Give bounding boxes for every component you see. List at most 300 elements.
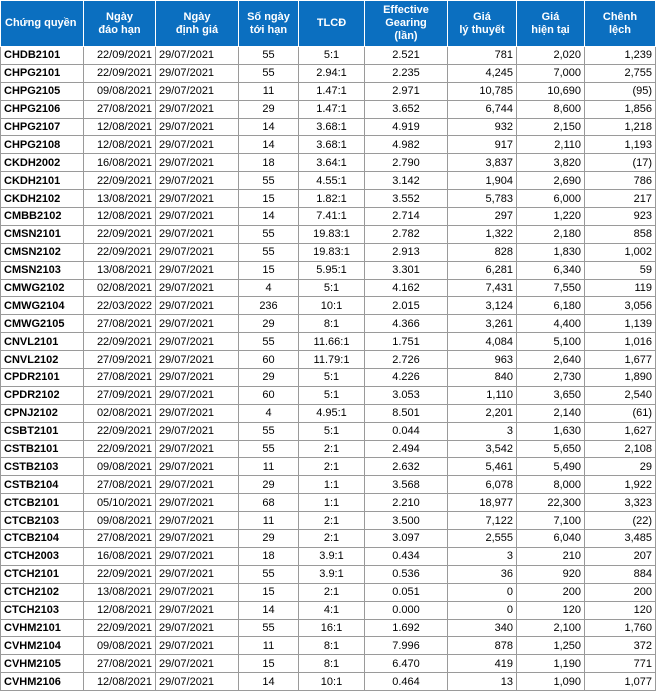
table-row	[1, 369, 656, 387]
table-row	[1, 512, 656, 530]
cell-difference: 858	[585, 225, 656, 243]
cell-ratio: 16:1	[299, 619, 365, 637]
cell-theoretical-price: 5,783	[448, 190, 517, 208]
header-effective-gearing-line: (lần)	[394, 30, 418, 42]
cell-valuation-date: 29/07/2021	[156, 261, 239, 279]
cell-gearing: 2.913	[365, 243, 448, 261]
cell-ratio: 5:1	[299, 47, 365, 65]
cell-ratio: 3.68:1	[299, 118, 365, 136]
cell-current-price: 1,090	[517, 673, 585, 691]
cell-maturity-date: 13/08/2021	[84, 261, 156, 279]
cell-difference: 3,056	[585, 297, 656, 315]
cell-maturity-date: 27/08/2021	[84, 530, 156, 548]
cell-gearing: 0.434	[365, 547, 448, 565]
cell-theoretical-price: 1,904	[448, 172, 517, 190]
cell-valuation-date: 29/07/2021	[156, 440, 239, 458]
cell-ratio: 4.55:1	[299, 172, 365, 190]
cell-warrant-code: CVHM2104	[1, 637, 84, 655]
cell-gearing: 3.142	[365, 172, 448, 190]
cell-difference: 29	[585, 458, 656, 476]
cell-gearing: 2.210	[365, 494, 448, 512]
cell-valuation-date: 29/07/2021	[156, 547, 239, 565]
cell-ratio: 3.68:1	[299, 136, 365, 154]
cell-valuation-date: 29/07/2021	[156, 243, 239, 261]
cell-difference: 786	[585, 172, 656, 190]
cell-maturity-date: 09/08/2021	[84, 512, 156, 530]
table-row	[1, 118, 656, 136]
cell-gearing: 0.051	[365, 583, 448, 601]
cell-maturity-date: 22/09/2021	[84, 619, 156, 637]
table-row	[1, 297, 656, 315]
cell-gearing: 3.552	[365, 190, 448, 208]
cell-days: 14	[239, 118, 299, 136]
cell-valuation-date: 29/07/2021	[156, 82, 239, 100]
cell-gearing: 8.501	[365, 404, 448, 422]
cell-valuation-date: 29/07/2021	[156, 494, 239, 512]
cell-gearing: 7.996	[365, 637, 448, 655]
header-valuation-date-line: định giá	[175, 23, 219, 36]
cell-days: 55	[239, 47, 299, 65]
table-row	[1, 565, 656, 583]
cell-current-price: 6,340	[517, 261, 585, 279]
cell-current-price: 7,000	[517, 64, 585, 82]
header-current-price-line: hiện tại	[531, 23, 570, 36]
cell-theoretical-price: 878	[448, 637, 517, 655]
cell-gearing: 1.751	[365, 333, 448, 351]
cell-warrant-code: CHPG2107	[1, 118, 84, 136]
cell-days: 18	[239, 154, 299, 172]
cell-warrant-code: CMSN2102	[1, 243, 84, 261]
cell-days: 29	[239, 369, 299, 387]
table-header	[1, 1, 656, 47]
header-current-price	[517, 1, 585, 47]
cell-valuation-date: 29/07/2021	[156, 333, 239, 351]
cell-difference: 3,485	[585, 530, 656, 548]
cell-days: 18	[239, 547, 299, 565]
cell-gearing: 4.162	[365, 279, 448, 297]
cell-days: 11	[239, 458, 299, 476]
cell-valuation-date: 29/07/2021	[156, 404, 239, 422]
cell-current-price: 2,020	[517, 47, 585, 65]
header-valuation-date	[156, 1, 239, 47]
table-row	[1, 315, 656, 333]
cell-difference: 217	[585, 190, 656, 208]
cell-warrant-code: CVHM2101	[1, 619, 84, 637]
cell-ratio: 2:1	[299, 512, 365, 530]
cell-difference: 2,755	[585, 64, 656, 82]
cell-gearing: 0.464	[365, 673, 448, 691]
cell-valuation-date: 29/07/2021	[156, 565, 239, 583]
table-row	[1, 673, 656, 691]
cell-maturity-date: 22/09/2021	[84, 565, 156, 583]
cell-ratio: 3.9:1	[299, 547, 365, 565]
cell-maturity-date: 13/08/2021	[84, 190, 156, 208]
cell-gearing: 3.568	[365, 476, 448, 494]
cell-warrant-code: CTCH2103	[1, 601, 84, 619]
cell-days: 14	[239, 673, 299, 691]
cell-warrant-code: CMSN2101	[1, 225, 84, 243]
cell-maturity-date: 12/08/2021	[84, 118, 156, 136]
cell-difference: 1,218	[585, 118, 656, 136]
cell-difference: 207	[585, 547, 656, 565]
cell-difference: 59	[585, 261, 656, 279]
cell-theoretical-price: 18,977	[448, 494, 517, 512]
cell-gearing: 3.652	[365, 100, 448, 118]
cell-difference: 1,139	[585, 315, 656, 333]
cell-ratio: 19.83:1	[299, 243, 365, 261]
cell-theoretical-price: 3	[448, 422, 517, 440]
cell-valuation-date: 29/07/2021	[156, 530, 239, 548]
cell-difference: 1,016	[585, 333, 656, 351]
cell-maturity-date: 05/10/2021	[84, 494, 156, 512]
cell-ratio: 5:1	[299, 422, 365, 440]
cell-valuation-date: 29/07/2021	[156, 458, 239, 476]
cell-days: 60	[239, 351, 299, 369]
table-row	[1, 261, 656, 279]
cell-valuation-date: 29/07/2021	[156, 190, 239, 208]
cell-ratio: 2:1	[299, 440, 365, 458]
cell-gearing: 4.982	[365, 136, 448, 154]
cell-maturity-date: 12/08/2021	[84, 136, 156, 154]
cell-current-price: 5,490	[517, 458, 585, 476]
cell-gearing: 3.053	[365, 386, 448, 404]
header-difference-line: Chênh	[602, 10, 638, 23]
cell-ratio: 1:1	[299, 494, 365, 512]
cell-gearing: 2.971	[365, 82, 448, 100]
table-row	[1, 476, 656, 494]
cell-gearing: 4.919	[365, 118, 448, 136]
header-effective-gearing	[365, 1, 448, 47]
cell-days: 236	[239, 297, 299, 315]
table-row	[1, 243, 656, 261]
cell-warrant-code: CTCB2104	[1, 530, 84, 548]
cell-maturity-date: 16/08/2021	[84, 547, 156, 565]
cell-valuation-date: 29/07/2021	[156, 297, 239, 315]
cell-theoretical-price: 0	[448, 583, 517, 601]
cell-maturity-date: 22/09/2021	[84, 333, 156, 351]
cell-difference: 771	[585, 655, 656, 673]
cell-warrant-code: CKDH2102	[1, 190, 84, 208]
table-row	[1, 136, 656, 154]
cell-gearing: 3.097	[365, 530, 448, 548]
cell-warrant-code: CHPG2108	[1, 136, 84, 154]
cell-difference: (22)	[585, 512, 656, 530]
cell-gearing: 2.714	[365, 208, 448, 226]
cell-gearing: 2.015	[365, 297, 448, 315]
cell-days: 55	[239, 64, 299, 82]
cell-current-price: 6,000	[517, 190, 585, 208]
cell-warrant-code: CHDB2101	[1, 47, 84, 65]
cell-gearing: 3.500	[365, 512, 448, 530]
cell-current-price: 3,650	[517, 386, 585, 404]
table-row	[1, 422, 656, 440]
cell-maturity-date: 22/09/2021	[84, 422, 156, 440]
cell-ratio: 5.95:1	[299, 261, 365, 279]
cell-valuation-date: 29/07/2021	[156, 208, 239, 226]
cell-theoretical-price: 3,542	[448, 440, 517, 458]
cell-current-price: 2,180	[517, 225, 585, 243]
table-row	[1, 100, 656, 118]
cell-days: 11	[239, 637, 299, 655]
cell-maturity-date: 12/08/2021	[84, 601, 156, 619]
cell-days: 55	[239, 243, 299, 261]
table-row	[1, 530, 656, 548]
cell-maturity-date: 22/09/2021	[84, 225, 156, 243]
cell-valuation-date: 29/07/2021	[156, 583, 239, 601]
cell-warrant-code: CPDR2101	[1, 369, 84, 387]
cell-current-price: 10,690	[517, 82, 585, 100]
cell-days: 55	[239, 225, 299, 243]
cell-current-price: 1,630	[517, 422, 585, 440]
cell-warrant-code: CTCB2101	[1, 494, 84, 512]
cell-current-price: 7,550	[517, 279, 585, 297]
cell-gearing: 2.632	[365, 458, 448, 476]
cell-gearing: 0.536	[365, 565, 448, 583]
cell-warrant-code: CMWG2102	[1, 279, 84, 297]
cell-theoretical-price: 1,322	[448, 225, 517, 243]
cell-current-price: 8,600	[517, 100, 585, 118]
cell-theoretical-price: 3,124	[448, 297, 517, 315]
cell-ratio: 2.94:1	[299, 64, 365, 82]
cell-current-price: 8,000	[517, 476, 585, 494]
cell-theoretical-price: 3	[448, 547, 517, 565]
cell-difference: 923	[585, 208, 656, 226]
cell-warrant-code: CMWG2104	[1, 297, 84, 315]
cell-maturity-date: 22/09/2021	[84, 243, 156, 261]
header-maturity-date	[84, 1, 156, 47]
cell-maturity-date: 02/08/2021	[84, 279, 156, 297]
header-days-to-maturity	[239, 1, 299, 47]
header-theoretical-price-line: lý thuyết	[459, 23, 505, 36]
cell-days: 55	[239, 422, 299, 440]
table-row	[1, 351, 656, 369]
table-row	[1, 82, 656, 100]
cell-current-price: 210	[517, 547, 585, 565]
cell-valuation-date: 29/07/2021	[156, 476, 239, 494]
cell-warrant-code: CNVL2102	[1, 351, 84, 369]
header-warrant	[1, 1, 84, 47]
cell-gearing: 2.782	[365, 225, 448, 243]
cell-current-price: 2,150	[517, 118, 585, 136]
cell-theoretical-price: 2,201	[448, 404, 517, 422]
cell-current-price: 1,830	[517, 243, 585, 261]
cell-gearing: 3.301	[365, 261, 448, 279]
cell-valuation-date: 29/07/2021	[156, 655, 239, 673]
cell-theoretical-price: 10,785	[448, 82, 517, 100]
cell-current-price: 1,190	[517, 655, 585, 673]
cell-theoretical-price: 781	[448, 47, 517, 65]
cell-valuation-date: 29/07/2021	[156, 100, 239, 118]
header-difference-line: lệch	[608, 23, 631, 36]
cell-theoretical-price: 419	[448, 655, 517, 673]
cell-difference: 884	[585, 565, 656, 583]
table-row	[1, 279, 656, 297]
cell-maturity-date: 22/09/2021	[84, 47, 156, 65]
cell-maturity-date: 12/08/2021	[84, 208, 156, 226]
cell-warrant-code: CTCH2003	[1, 547, 84, 565]
cell-maturity-date: 02/08/2021	[84, 404, 156, 422]
cell-warrant-code: CMBB2102	[1, 208, 84, 226]
cell-days: 29	[239, 476, 299, 494]
cell-days: 15	[239, 261, 299, 279]
cell-warrant-code: CPDR2102	[1, 386, 84, 404]
cell-current-price: 1,220	[517, 208, 585, 226]
cell-difference: 119	[585, 279, 656, 297]
cell-theoretical-price: 932	[448, 118, 517, 136]
cell-warrant-code: CSTB2104	[1, 476, 84, 494]
cell-valuation-date: 29/07/2021	[156, 118, 239, 136]
cell-maturity-date: 27/08/2021	[84, 476, 156, 494]
header-maturity-date-line: đáo hạn	[98, 23, 141, 36]
cell-warrant-code: CKDH2101	[1, 172, 84, 190]
cell-ratio: 8:1	[299, 637, 365, 655]
cell-difference: 1,922	[585, 476, 656, 494]
cell-current-price: 6,040	[517, 530, 585, 548]
cell-days: 29	[239, 530, 299, 548]
cell-theoretical-price: 6,078	[448, 476, 517, 494]
cell-days: 15	[239, 583, 299, 601]
table-row	[1, 637, 656, 655]
cell-ratio: 7.41:1	[299, 208, 365, 226]
cell-current-price: 200	[517, 583, 585, 601]
cell-ratio: 5:1	[299, 279, 365, 297]
cell-current-price: 22,300	[517, 494, 585, 512]
cell-valuation-date: 29/07/2021	[156, 386, 239, 404]
cell-valuation-date: 29/07/2021	[156, 512, 239, 530]
table-row	[1, 333, 656, 351]
cell-maturity-date: 09/08/2021	[84, 637, 156, 655]
cell-warrant-code: CTCB2103	[1, 512, 84, 530]
cell-theoretical-price: 4,245	[448, 64, 517, 82]
table-row	[1, 386, 656, 404]
cell-days: 60	[239, 386, 299, 404]
cell-maturity-date: 22/09/2021	[84, 172, 156, 190]
cell-theoretical-price: 828	[448, 243, 517, 261]
cell-days: 29	[239, 315, 299, 333]
header-days-to-maturity-line: Số ngày	[247, 10, 290, 23]
cell-theoretical-price: 340	[448, 619, 517, 637]
cell-difference: 120	[585, 601, 656, 619]
table-row	[1, 225, 656, 243]
cell-difference: 1,677	[585, 351, 656, 369]
cell-current-price: 2,140	[517, 404, 585, 422]
table-body	[1, 47, 656, 691]
header-theoretical-price	[448, 1, 517, 47]
cell-days: 4	[239, 404, 299, 422]
cell-current-price: 2,640	[517, 351, 585, 369]
table-row	[1, 190, 656, 208]
cell-valuation-date: 29/07/2021	[156, 279, 239, 297]
cell-maturity-date: 27/08/2021	[84, 315, 156, 333]
cell-theoretical-price: 1,110	[448, 386, 517, 404]
cell-difference: 1,890	[585, 369, 656, 387]
cell-warrant-code: CVHM2105	[1, 655, 84, 673]
cell-maturity-date: 12/08/2021	[84, 673, 156, 691]
cell-valuation-date: 29/07/2021	[156, 351, 239, 369]
cell-theoretical-price: 963	[448, 351, 517, 369]
cell-valuation-date: 29/07/2021	[156, 601, 239, 619]
cell-gearing: 4.226	[365, 369, 448, 387]
cell-warrant-code: CMSN2103	[1, 261, 84, 279]
cell-warrant-code: CMWG2105	[1, 315, 84, 333]
cell-current-price: 6,180	[517, 297, 585, 315]
cell-valuation-date: 29/07/2021	[156, 172, 239, 190]
table-row	[1, 440, 656, 458]
cell-current-price: 2,690	[517, 172, 585, 190]
cell-theoretical-price: 3,837	[448, 154, 517, 172]
cell-theoretical-price: 917	[448, 136, 517, 154]
cell-difference: (95)	[585, 82, 656, 100]
cell-maturity-date: 27/09/2021	[84, 386, 156, 404]
cell-ratio: 1.82:1	[299, 190, 365, 208]
cell-gearing: 2.494	[365, 440, 448, 458]
cell-theoretical-price: 4,084	[448, 333, 517, 351]
cell-days: 14	[239, 208, 299, 226]
cell-days: 11	[239, 512, 299, 530]
cell-difference: 1,002	[585, 243, 656, 261]
cell-maturity-date: 22/09/2021	[84, 440, 156, 458]
cell-valuation-date: 29/07/2021	[156, 315, 239, 333]
cell-ratio: 5:1	[299, 386, 365, 404]
cell-theoretical-price: 2,555	[448, 530, 517, 548]
cell-warrant-code: CSTB2103	[1, 458, 84, 476]
table-row	[1, 154, 656, 172]
table-row	[1, 172, 656, 190]
cell-gearing: 1.692	[365, 619, 448, 637]
cell-warrant-code: CHPG2106	[1, 100, 84, 118]
table-row	[1, 404, 656, 422]
header-theoretical-price-line: Giá	[473, 10, 491, 23]
cell-difference: 3,323	[585, 494, 656, 512]
cell-difference: 1,760	[585, 619, 656, 637]
table-row	[1, 208, 656, 226]
cell-days: 11	[239, 82, 299, 100]
cell-warrant-code: CHPG2101	[1, 64, 84, 82]
cell-theoretical-price: 3,261	[448, 315, 517, 333]
cell-theoretical-price: 840	[448, 369, 517, 387]
cell-days: 4	[239, 279, 299, 297]
cell-difference: (61)	[585, 404, 656, 422]
cell-valuation-date: 29/07/2021	[156, 422, 239, 440]
cell-difference: 1,077	[585, 673, 656, 691]
cell-difference: (17)	[585, 154, 656, 172]
cell-warrant-code: CVHM2106	[1, 673, 84, 691]
cell-current-price: 2,100	[517, 619, 585, 637]
cell-valuation-date: 29/07/2021	[156, 619, 239, 637]
cell-theoretical-price: 13	[448, 673, 517, 691]
header-row	[1, 1, 656, 47]
cell-days: 55	[239, 565, 299, 583]
cell-theoretical-price: 5,461	[448, 458, 517, 476]
cell-theoretical-price: 36	[448, 565, 517, 583]
cell-warrant-code: CNVL2101	[1, 333, 84, 351]
cell-ratio: 5:1	[299, 369, 365, 387]
cell-ratio: 8:1	[299, 655, 365, 673]
cell-ratio: 2:1	[299, 530, 365, 548]
header-maturity-date-line: Ngày	[106, 10, 133, 23]
cell-ratio: 8:1	[299, 315, 365, 333]
header-valuation-date-line: Ngày	[183, 10, 211, 23]
table-row	[1, 494, 656, 512]
cell-days: 14	[239, 601, 299, 619]
cell-ratio: 4.95:1	[299, 404, 365, 422]
cell-current-price: 4,400	[517, 315, 585, 333]
cell-days: 55	[239, 619, 299, 637]
cell-warrant-code: CKDH2002	[1, 154, 84, 172]
cell-warrant-code: CSBT2101	[1, 422, 84, 440]
cell-days: 29	[239, 100, 299, 118]
cell-gearing: 4.366	[365, 315, 448, 333]
